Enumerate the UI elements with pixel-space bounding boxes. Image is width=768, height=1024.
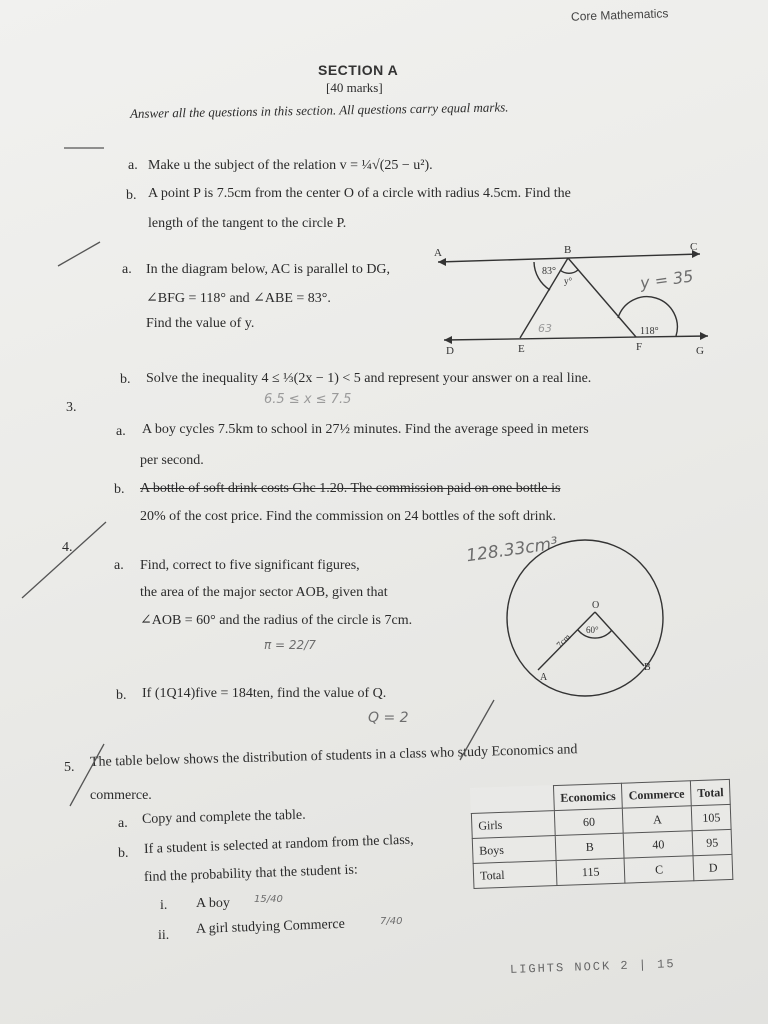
handwritten-inequality-work: 6.5 ≤ x ≤ 7.5 — [264, 392, 352, 407]
sector-diagram — [507, 540, 663, 696]
handwritten-area-answer: 128.33cm³ — [465, 533, 560, 567]
q5-intro-2: commerce. — [90, 788, 152, 803]
table-cell: C — [624, 856, 694, 883]
q4b-text: If (1Q14)five = 184ten, find the value of Q. — [142, 686, 387, 701]
q4a-text-2: the area of the major sector AOB, given that — [140, 585, 388, 600]
q3-number: 3. — [66, 400, 77, 415]
q1b-text-2: length of the tangent to the circle P. — [148, 216, 347, 231]
instructions: Answer all the questions in this section. All questions carry equal marks. — [129, 99, 509, 121]
q3a-text-2: per second. — [140, 453, 204, 468]
q3a-text-1: A boy cycles 7.5km to school in 27½ minutes. Find the average speed in meters — [142, 422, 589, 437]
q4a-text-3: ∠AOB = 60° and the radius of the circle is 7cm. — [140, 613, 413, 628]
q2a-label: a. — [122, 262, 132, 277]
table-cell: 40 — [624, 831, 694, 858]
q5bii-text: A girl studying Commerce — [195, 916, 346, 937]
section-marks: [40 marks] — [326, 80, 383, 95]
table-cell: B — [555, 833, 624, 860]
q3a-label: a. — [116, 424, 126, 439]
handwritten-boy-probability: 15/40 — [254, 894, 283, 905]
q2a-text-1: In the diagram below, AC is parallel to DG, — [146, 262, 391, 277]
q3b-text-2: 20% of the cost price. Find the commission on 24 bottles of the soft drink. — [140, 509, 557, 524]
table-cell: 60 — [554, 808, 623, 835]
q2b-label: b. — [120, 372, 131, 387]
table-cell: A — [623, 806, 693, 833]
angle-label-bfg: 118° — [640, 326, 659, 337]
point-label-e: E — [518, 343, 525, 355]
table-cell: Girls — [471, 811, 555, 839]
table-header-cell: Commerce — [622, 781, 692, 808]
q3b-text-1: A bottle of soft drink costs Ghc 1.20. The commission paid on one bottle is — [140, 481, 561, 496]
q5-intro-1: The table below shows the distribution of students in a class who study Economics and — [89, 742, 578, 770]
q1a-label: a. — [128, 158, 138, 173]
handwritten-y-answer: y = 35 — [638, 266, 695, 293]
q1b-label: b. — [126, 188, 137, 203]
handwritten-pi: π = 22/7 — [264, 638, 316, 652]
handwritten-girl-commerce-probability: 7/40 — [380, 916, 403, 927]
parallel-lines-diagram — [438, 250, 708, 344]
table-cell: Boys — [472, 836, 556, 864]
q5bii-label: ii. — [158, 928, 170, 943]
point-label-b: B — [564, 244, 572, 256]
q5b-label: b. — [118, 846, 129, 861]
angle-label-y: y° — [564, 276, 573, 286]
handwritten-q-answer: Q = 2 — [368, 710, 409, 726]
point-label-a-circle: A — [540, 672, 548, 683]
table-cell: 105 — [691, 804, 731, 830]
q1b-text-1: A point P is 7.5cm from the center O of a circle with radius 4.5cm. Find the — [148, 186, 571, 201]
q5bi-text: A boy — [196, 896, 230, 911]
section-title: SECTION A — [318, 62, 399, 78]
point-label-b-circle: B — [644, 662, 651, 673]
q5b-text-2: find the probability that the student is: — [143, 862, 358, 885]
q5b-text-1: If a student is selected at random from the class, — [143, 832, 414, 857]
q4-number: 4. — [62, 540, 73, 555]
q4a-label: a. — [114, 558, 124, 573]
table-cell: Total — [473, 861, 557, 889]
table-cell: D — [693, 854, 733, 880]
page-footer: LIGHTS NOCK 2 | 15 — [509, 957, 676, 977]
q1a-text: Make u the subject of the relation v = ¼√(25 − u²). — [148, 158, 433, 173]
point-label-d: D — [446, 345, 454, 357]
q5-number: 5. — [64, 760, 75, 775]
handwritten-63: 63 — [538, 322, 552, 335]
sector-angle-label: 60° — [586, 625, 599, 635]
point-label-f: F — [636, 341, 643, 353]
q5bi-label: i. — [160, 898, 168, 913]
table-cell: 95 — [692, 829, 732, 855]
center-label-o: O — [592, 600, 600, 611]
q2a-text-3: Find the value of y. — [146, 316, 255, 331]
angle-label-abe: 83° — [542, 266, 556, 277]
radius-label: 7cm — [554, 631, 573, 650]
point-label-a: A — [434, 247, 442, 259]
q3b-label: b. — [114, 482, 125, 497]
table-header-cell: Economics — [553, 783, 622, 810]
q4b-label: b. — [116, 688, 127, 703]
table-header-cell: Total — [690, 779, 730, 805]
q2b-text: Solve the inequality 4 ≤ ⅓(2x − 1) < 5 and represent your answer on a real line. — [146, 371, 592, 386]
table-cell: 115 — [556, 858, 625, 885]
pen-marks — [22, 148, 494, 806]
q4a-text-1: Find, correct to five significant figures, — [140, 558, 360, 573]
point-label-c: C — [690, 241, 698, 253]
q5a-label: a. — [118, 816, 128, 831]
subject-header: Core Mathematics — [570, 6, 669, 24]
q2a-text-2: ∠BFG = 118° and ∠ABE = 83°. — [146, 291, 331, 306]
q5a-text: Copy and complete the table. — [141, 807, 306, 827]
point-label-g: G — [696, 345, 704, 357]
